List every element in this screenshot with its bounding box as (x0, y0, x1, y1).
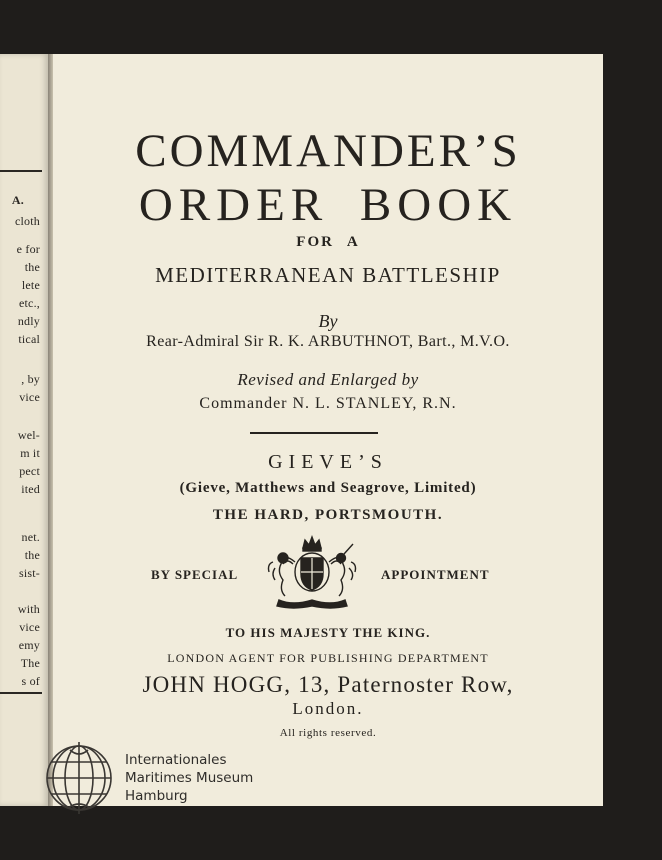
left-page-fragment: cloth (15, 214, 40, 228)
watermark-line: Hamburg (125, 788, 188, 804)
left-page-fragment: e for (16, 242, 40, 256)
revised-text: Revised and Enlarged by (237, 370, 419, 389)
left-page-fragment: with (17, 602, 40, 616)
left-page-fragment: emy (18, 638, 40, 652)
john-hogg-address: JOHN HOGG, 13, Paternoster Row, (142, 672, 514, 697)
left-page-fragment: s of (21, 674, 40, 688)
left-page-fragment: A. (11, 193, 24, 207)
reviser-line: Commander N. L. STANLEY, R.N. (199, 395, 457, 412)
by-special-text: BY SPECIAL (151, 567, 239, 582)
left-page-fragment: sist- (18, 566, 40, 580)
title-divider (250, 432, 378, 434)
by-text: By (318, 311, 338, 331)
museum-globe-logo-icon (40, 738, 118, 816)
title-page (53, 54, 603, 806)
left-page-fragment: pect (19, 464, 40, 478)
left-page-fragment: tical (18, 332, 40, 346)
author-line: Rear-Admiral Sir R. K. ARBUTHNOT, Bart., M.V.O. (146, 333, 510, 350)
left-page-fragment: the (24, 260, 40, 274)
left-page-fragment: lete (21, 278, 40, 292)
left-page-fragment: ited (21, 482, 40, 496)
left-page-fragment: vice (19, 620, 40, 634)
london-agent-line: LONDON AGENT FOR PUBLISHING DEPARTMENT (167, 651, 489, 665)
left-page-rule-top (0, 170, 42, 172)
book-title-line-1: COMMANDER’S (135, 125, 521, 177)
left-page-fragment: m it (20, 446, 40, 460)
left-page-rule-bottom (0, 692, 42, 694)
publisher-name: GIEVE’S (268, 451, 388, 473)
left-page-fragment: the (24, 548, 40, 562)
publisher-address: THE HARD, PORTSMOUTH. (212, 507, 444, 523)
for-a-text: FOR A (296, 234, 360, 250)
watermark-line: Internationales (125, 752, 227, 768)
london-line: London. (292, 699, 364, 718)
rights-reserved: All rights reserved. (279, 727, 377, 739)
left-page-fragment: net. (21, 530, 40, 544)
left-facing-page (0, 54, 48, 806)
book-title-line-2: ORDER BOOK (138, 179, 518, 231)
majesty-line: TO HIS MAJESTY THE KING. (225, 625, 431, 640)
left-page-fragment: ndly (17, 314, 40, 328)
appointment-text: APPOINTMENT (381, 567, 490, 582)
left-page-fragment: vice (19, 390, 40, 404)
left-page-fragment: etc., (19, 296, 40, 310)
book-subtitle: MEDITERRANEAN BATTLESHIP (155, 263, 501, 287)
left-page-fragment: The (20, 656, 40, 670)
museum-watermark (125, 751, 253, 805)
publisher-full-name: (Gieve, Matthews and Seagrove, Limited) (179, 480, 477, 496)
watermark-line: Maritimes Museum (125, 770, 254, 786)
left-page-fragment: wel- (17, 428, 40, 442)
royal-coat-of-arms-icon (261, 534, 363, 610)
left-page-fragment: , by (21, 372, 40, 386)
